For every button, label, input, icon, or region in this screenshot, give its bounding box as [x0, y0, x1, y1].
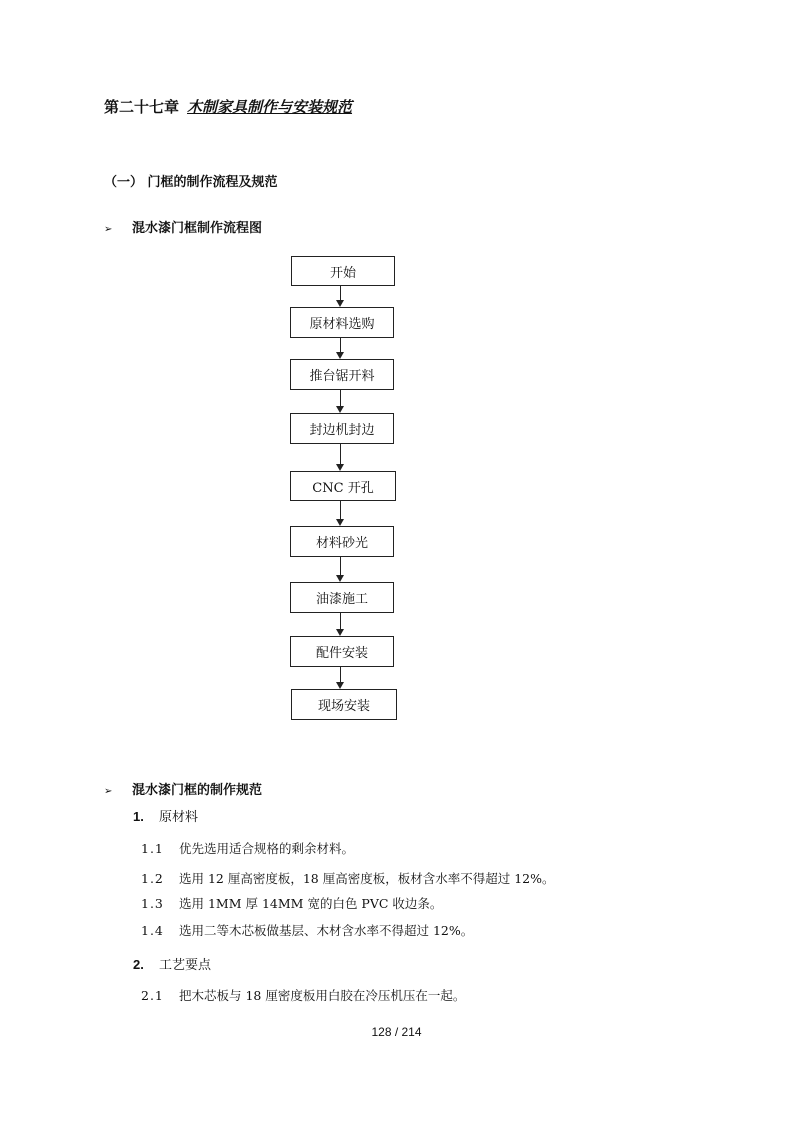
flow-connector — [340, 613, 341, 629]
spec-item — [141, 870, 555, 888]
spec-item — [141, 987, 465, 1005]
flow-step: 现场安装 — [291, 689, 397, 720]
flow-step: 推台锯开料 — [290, 359, 394, 390]
page-number: 128 / 214 — [371, 1025, 422, 1039]
spec-heading — [104, 782, 262, 801]
arrow-bullet-icon: ➢ — [104, 786, 113, 797]
spec-item — [141, 895, 442, 913]
spec-item-text: 把木芯板与 18 厘密度板用白胶在冷压机压在一起。 — [179, 988, 466, 1003]
flow-step: 材料砂光 — [290, 526, 394, 557]
flow-arrow-icon — [336, 464, 344, 471]
flow-heading-text: 混水漆门框制作流程图 — [132, 221, 263, 236]
flow-connector — [340, 444, 341, 464]
flow-arrow-icon — [336, 300, 344, 307]
flow-connector — [340, 390, 341, 406]
spec-heading-text: 混水漆门框的制作规范 — [132, 783, 263, 798]
spec-item-text: 选用 12 厘高密度板，18 厘高密度板，板材含水率不得超过 12%。 — [179, 871, 555, 886]
spec-item-text: 优先选用适合规格的剩余材料。 — [179, 841, 355, 856]
flow-connector — [340, 501, 341, 519]
spec-item — [141, 840, 354, 858]
spec-part-number: 1. — [133, 809, 144, 824]
flow-step: 配件安装 — [290, 636, 394, 667]
flow-step: 油漆施工 — [290, 582, 394, 613]
section-title: （一） 门框的制作流程及规范 — [104, 175, 278, 190]
flow-heading — [104, 220, 262, 239]
spec-part-title: 原材料 — [159, 810, 199, 825]
spec-item-number: 2.1 — [141, 988, 164, 1003]
spec-item-number: 1.1 — [141, 841, 164, 856]
flow-connector — [340, 667, 341, 682]
spec-item-text: 选用 1MM 厚 14MM 宽的白色 PVC 收边条。 — [179, 896, 443, 911]
spec-item-number: 1.3 — [141, 896, 164, 911]
chapter-title — [104, 97, 352, 117]
flow-connector — [340, 338, 341, 352]
flow-step: 封边机封边 — [290, 413, 394, 444]
flow-connector — [340, 557, 341, 575]
spec-part-number: 2. — [133, 957, 144, 972]
spec-part-heading — [133, 956, 211, 975]
arrow-bullet-icon: ➢ — [104, 224, 113, 235]
flow-arrow-icon — [336, 352, 344, 359]
spec-part-heading — [133, 808, 198, 827]
flow-step: 原材料选购 — [290, 307, 394, 338]
flow-arrow-icon — [336, 406, 344, 413]
spec-item — [141, 922, 473, 940]
spec-item-number: 1.2 — [141, 871, 164, 886]
flow-arrow-icon — [336, 519, 344, 526]
flow-connector — [340, 286, 341, 300]
flow-arrow-icon — [336, 575, 344, 582]
spec-item-number: 1.4 — [141, 923, 164, 938]
chapter-label: 第二十七章 — [104, 98, 180, 116]
spec-item-text: 选用二等木芯板做基层、木材含水率不得超过 12%。 — [179, 923, 474, 938]
chapter-name: 木制家具制作与安装规范 — [187, 98, 353, 116]
flow-arrow-icon — [336, 682, 344, 689]
spec-part-title: 工艺要点 — [159, 958, 212, 973]
flow-arrow-icon — [336, 629, 344, 636]
flow-step: 开始 — [291, 256, 395, 286]
flow-step: CNC 开孔 — [290, 471, 396, 501]
